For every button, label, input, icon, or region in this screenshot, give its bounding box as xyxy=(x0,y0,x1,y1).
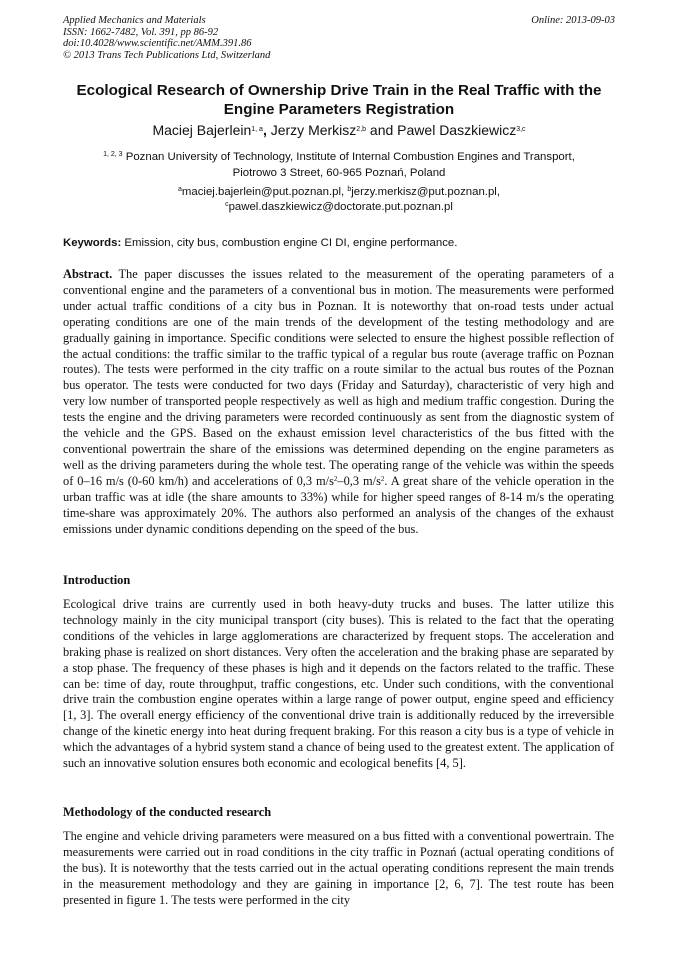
abstract-text: The paper discusses the issues related to the measurement of the operating parameters of a conventional engine and the parameters of a conventional bus in motion. The measurements were performed under actual traffic conditions of a city bus in Poznan. It is noteworthy that on-road tests under actual operating conditions are one of the main trends of the development of the testing methodology and are gradually gaining in importance. Specific conditions were selected to ensure the highest possible reflection of the actual conditions: the traffic similar to the traffic typical of a regular bus route (average traffic on Poznan routes). The tests were performed in the city traffic on a route similar to the actual bus routes of the Poznan bus operator. The tests were conducted for two days (Friday and Saturday), characteristic of very high and very low number of transported people respectively as well as high and medium traffic congestion. During the tests the engine and the driving parameters were recorded continuously as sent from the diagnostic system of the vehicle and the GPS. Based on the exhaust emission level characteristics of the bus fitted with the conventional powertrain the share of the emissions was determined depending on the engine parameters as well as the driving parameters during the whole test. The operating range of the vehicle was within the speeds of 0–16 m/s (0-60 km/h) and accelerations of 0,3 m/s xyxy=(63,267,614,488)
email-superscript: a xyxy=(178,186,182,193)
email-line-2 xyxy=(55,200,623,215)
email-superscript: b xyxy=(347,186,352,193)
affiliation xyxy=(55,149,623,181)
copyright: © 2013 Trans Tech Publications Ltd, Switzerland xyxy=(63,49,271,61)
author-separator: and xyxy=(366,122,398,138)
introduction-paragraph: Ecological drive trains are currently used in both heavy-duty trucks and buses. The latter utilize this technology mainly in the city municipal transport (city buses). This is related to the fact that the operating conditions of the vehicles in large agglomerations are characterized by frequent stops. The acceleration and braking phase is realized on short distances. Very often the acceleration and the braking phase are separated by a stop phase. The frequency of these phases is high and it depends on the factors related to the traffic. These can be: time of day, route throughput, traffic congestions, etc. Under such conditions, with the conventional drive train the combustion engine operates within a large range of power output, engine speed and efficiency [1, 3]. The overall energy efficiency of the conventional drive train is additionally reduced by the irreversible change of the kinetic energy into heat during frequent braking. For this reason a city bus is a type of vehicle in which the advantages of a hybrid system stand a chance of being used to the greatest extent. The application of such an innovative solution ensures both economic and ecological benefits [4, 5]. xyxy=(63,597,614,771)
abstract-text: . A great share of the vehicle operation in the urban traffic was at idle (the share amounts to 33%) while for higher speed ranges of 8-14 m/s the operating time-share was approximately 20%. The authors also performed an analysis of the changes of the exhaust emissions under dynamic conditions depending on the speed of the bus. xyxy=(63,473,614,536)
section-heading-methodology: Methodology of the conducted research xyxy=(63,805,272,819)
title-line-1: Ecological Research of Ownership Drive Train in the Real Traffic with the xyxy=(76,82,602,99)
section-heading-introduction: Introduction xyxy=(63,573,131,587)
keywords-text: Emission, city bus, combustion engine CI DI, engine performance. xyxy=(121,237,458,249)
methodology-paragraph: The engine and vehicle driving parameters were measured on a bus fitted with a conventional powertrain. The measurements were carried out in road conditions in the city traffic in Poznań (actual operating conditions of the bus). It is noteworthy that the tests carried out in the actual operating conditions represent the main trends in the measurement methodology and they are gaining in importance [2, 6, 7]. The test route has been presented in figure 1. The tests were performed in the city xyxy=(63,829,614,907)
online-date: Online: 2013-09-03 xyxy=(531,15,615,26)
email-link: jerzy.merkisz@put.poznan.pl, xyxy=(351,186,500,198)
abstract xyxy=(63,267,614,537)
affiliation-text: Poznan University of Technology, Institute of Internal Combustion Engines and Transport, xyxy=(125,151,575,163)
issn: ISSN: 1662-7482, Vol. 391, pp 86-92 xyxy=(63,26,219,38)
title-line-2: Engine Parameters Registration xyxy=(223,100,455,118)
author-name: Pawel Daszkiewicz xyxy=(397,122,517,138)
author-separator: , xyxy=(262,122,271,138)
journal-header xyxy=(63,15,615,61)
affiliation-line-2: Piotrowo 3 Street, 60-965 Poznań, Poland xyxy=(232,167,446,179)
affiliation-superscript: 1, 2, 3 xyxy=(103,151,123,158)
abstract-superscript: 2 xyxy=(380,474,385,483)
journal-name: Applied Mechanics and Materials xyxy=(63,15,206,26)
author-name: Jerzy Merkisz xyxy=(270,122,357,138)
abstract-superscript: 2 xyxy=(333,474,338,483)
abstract-label: Abstract. xyxy=(63,267,113,281)
paper-title xyxy=(50,82,628,119)
abstract-text: –0,3 m/s xyxy=(337,473,381,488)
email-line-1 xyxy=(55,185,623,200)
author-superscript: 2,b xyxy=(356,126,367,133)
author-list xyxy=(40,121,638,139)
doi: doi:10.4028/www.scientific.net/AMM.391.86 xyxy=(63,38,252,50)
affiliation-line-1 xyxy=(55,149,623,165)
author-emails xyxy=(55,185,623,215)
author-name: Maciej Bajerlein xyxy=(152,122,252,138)
keywords-label: Keywords: xyxy=(63,237,122,249)
email-superscript: c xyxy=(225,201,229,208)
email-link: maciej.bajerlein@put.poznan.pl, xyxy=(181,186,348,198)
author-superscript: 1, a xyxy=(251,126,263,133)
author-superscript: 3,c xyxy=(516,126,526,133)
keywords xyxy=(63,236,615,250)
email-link: pawel.daszkiewicz@doctorate.put.poznan.pl xyxy=(228,201,453,213)
